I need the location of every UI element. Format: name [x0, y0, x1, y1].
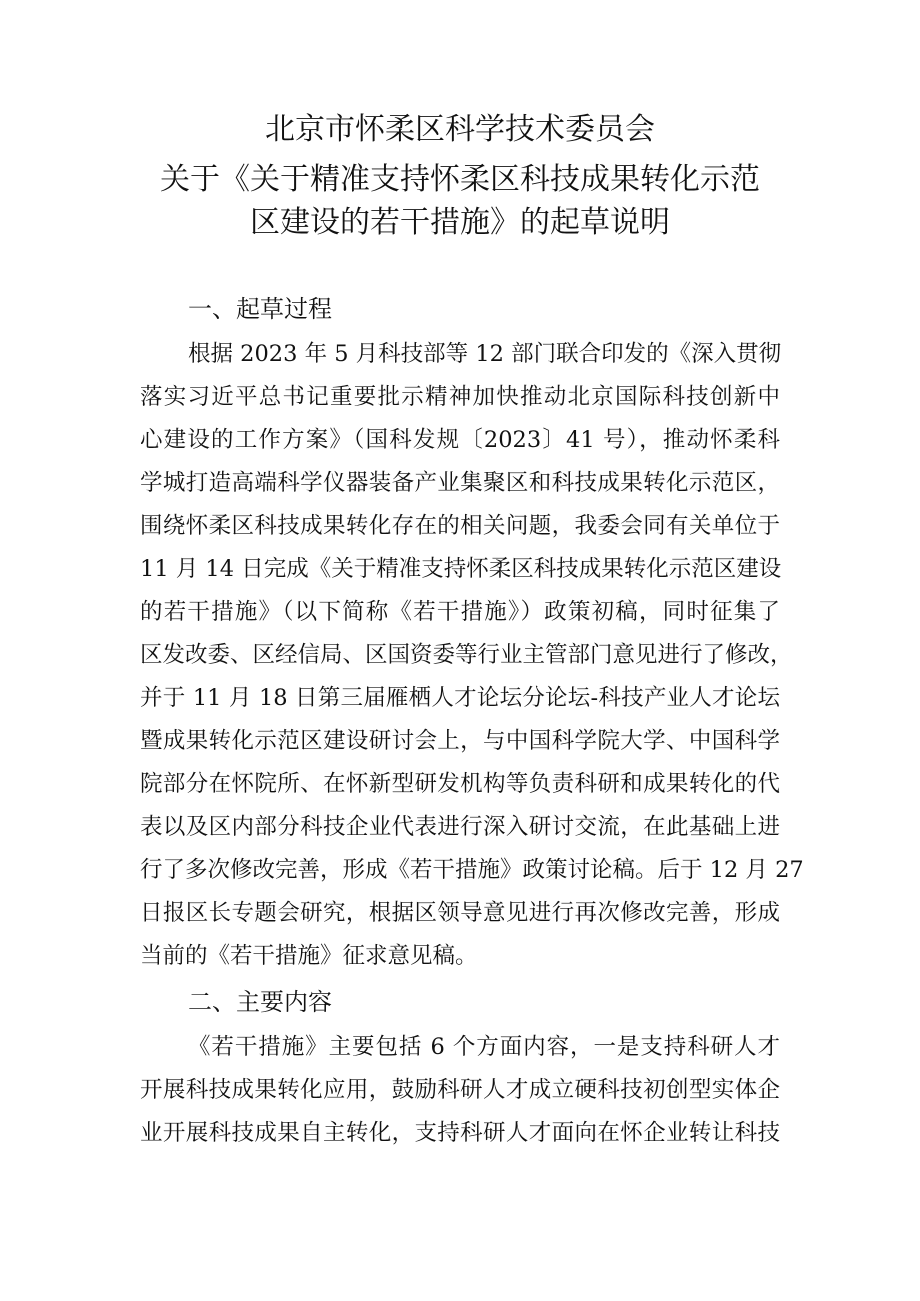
paragraph-line: 表以及区内部分科技企业代表进行深入研讨交流，在此基础上进: [140, 814, 780, 840]
paragraph-line: 根据 2023 年 5 月科技部等 12 部门联合印发的《深入贯彻: [188, 341, 782, 367]
paragraph-line: 日报区长专题会研究，根据区领导意见进行再次修改完善，形成: [140, 900, 780, 926]
paragraph-line: 院部分在怀院所、在怀新型研发机构等负责科研和成果转化的代: [140, 771, 780, 797]
section-2-heading: 二、主要内容: [188, 988, 332, 1016]
paragraph-line: 行了多次修改完善，形成《若干措施》政策讨论稿。后于 12 月 27: [140, 857, 804, 883]
paragraph-line: 心建设的工作方案》（国科发规〔2023〕41 号），推动怀柔科: [140, 427, 780, 453]
paragraph-line: 围绕怀柔区科技成果转化存在的相关问题，我委会同有关单位于: [140, 513, 780, 539]
paragraph-line: 当前的《若干措施》征求意见稿。: [140, 943, 478, 969]
paragraph-line: 11 月 14 日完成《关于精准支持怀柔区科技成果转化示范区建设: [140, 556, 782, 582]
paragraph-line: 区发改委、区经信局、区国资委等行业主管部门意见进行了修改，: [140, 642, 793, 668]
document-title-line-2: 关于《关于精准支持怀柔区科技成果转化示范: [160, 162, 760, 197]
paragraph-line: 暨成果转化示范区建设研讨会上，与中国科学院大学、中国科学: [140, 728, 780, 754]
paragraph-line: 学城打造高端科学仪器装备产业集聚区和科技成果转化示范区，: [140, 470, 780, 496]
paragraph-line: 《若干措施》主要包括 6 个方面内容，一是支持科研人才: [188, 1034, 780, 1060]
paragraph-line: 的若干措施》（以下简称《若干措施》）政策初稿，同时征集了: [140, 599, 780, 625]
document-title-line-1: 北京市怀柔区科学技术委员会: [265, 112, 655, 147]
document-title-line-3: 区建设的若干措施》的起草说明: [250, 205, 670, 240]
section-1-heading: 一、起草过程: [188, 295, 332, 323]
paragraph-line: 开展科技成果转化应用，鼓励科研人才成立硬科技初创型实体企: [140, 1077, 780, 1103]
paragraph-line: 落实习近平总书记重要批示精神加快推动北京国际科技创新中: [140, 384, 780, 410]
paragraph-line: 并于 11 月 18 日第三届雁栖人才论坛分论坛-科技产业人才论坛: [140, 685, 780, 711]
paragraph-line: 业开展科技成果自主转化，支持科研人才面向在怀企业转让科技: [140, 1120, 780, 1146]
